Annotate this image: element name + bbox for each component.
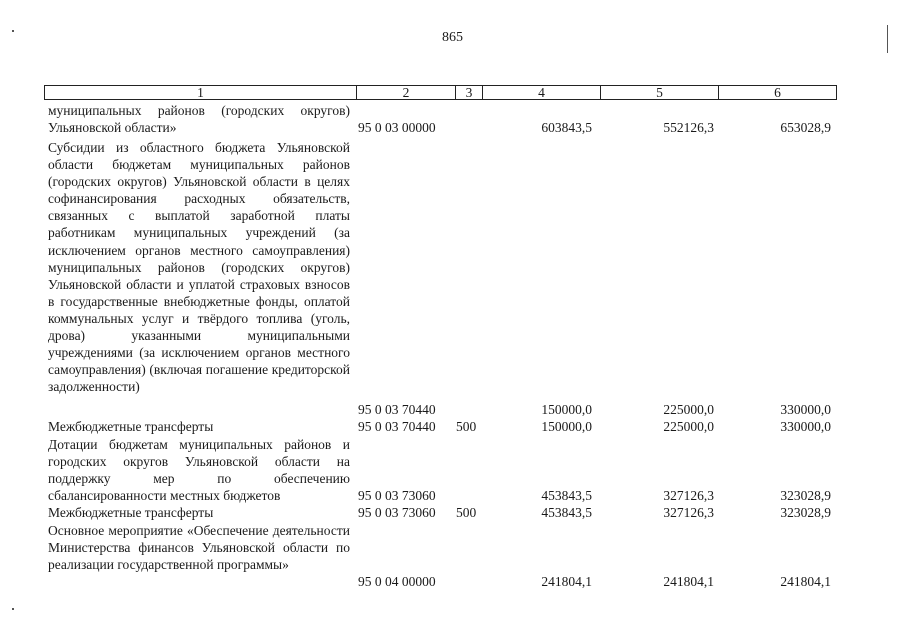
row-code: 95 0 04 00000 <box>358 574 436 589</box>
row-value-col6: 241804,1 <box>780 574 831 589</box>
row-value-col4: 150000,0 <box>541 402 592 417</box>
row-code: 95 0 03 73060 <box>358 488 436 503</box>
row-value-col6: 323028,9 <box>780 505 831 520</box>
row-value-col4: 603843,5 <box>541 120 592 135</box>
row-kind: 500 <box>456 505 477 520</box>
row-value-col4: 241804,1 <box>541 574 592 589</box>
column-header-4: 4 <box>483 86 601 100</box>
row-description: Дотации бюджетам муниципальных районов и городских округов Ульяновской области на поддержку мер по обеспечению сбалансированности местных бюджетов <box>48 437 350 504</box>
row-value-col4: 150000,0 <box>541 419 592 434</box>
row-description: Основное мероприятие «Обеспечение деятельности Министерства финансов Ульяновской области по реализации государственной программы» <box>48 523 350 573</box>
column-header-6: 6 <box>719 86 837 100</box>
column-header-2: 2 <box>357 86 456 100</box>
row-value-col5: 327126,3 <box>663 488 714 503</box>
row-description: Межбюджетные трансферты <box>48 419 214 434</box>
row-value-col5: 327126,3 <box>663 505 714 520</box>
scan-dot <box>12 30 14 32</box>
row-value-col5: 241804,1 <box>663 574 714 589</box>
row-value-col4: 453843,5 <box>541 505 592 520</box>
row-code: 95 0 03 70440 <box>358 419 436 434</box>
row-value-col5: 552126,3 <box>663 120 714 135</box>
row-description: Межбюджетные трансферты <box>48 505 214 520</box>
page-number: 865 <box>442 30 463 45</box>
column-header-3: 3 <box>456 86 483 100</box>
column-header-5: 5 <box>601 86 719 100</box>
row-kind: 500 <box>456 419 477 434</box>
row-code: 95 0 03 70440 <box>358 402 436 417</box>
row-value-col5: 225000,0 <box>663 402 714 417</box>
row-value-col6: 653028,9 <box>780 120 831 135</box>
scan-dot <box>12 608 14 610</box>
row-code: 95 0 03 73060 <box>358 505 436 520</box>
row-value-col5: 225000,0 <box>663 419 714 434</box>
row-description: Субсидии из областного бюджета Ульяновской области бюджетам муниципальных районов (городских округов) Ульяновской области в целях софинансирования расходных обязательств, связанных с выплатой заработной платы работникам муниципальных учреждений (за исключением органов местного самоуправления) муниципальных районов (городских округов) Ульяновской области и уплатой страховых взносов в государственные внебюджетные фонды, оплатой коммунальных услуг и твёрдого топлива (уголь, дрова) указанными муниципальными учреждениями (за исключением органов местного самоуправления) (включая погашение кредиторской задолженности) <box>48 140 350 395</box>
row-code: 95 0 03 00000 <box>358 120 436 135</box>
row-value-col6: 330000,0 <box>780 419 831 434</box>
column-header-1: 1 <box>45 86 357 100</box>
row-value-col6: 330000,0 <box>780 402 831 417</box>
row-description: муниципальных районов (городских округов) Ульяновской области» <box>48 103 350 136</box>
row-value-col6: 323028,9 <box>780 488 831 503</box>
scan-edge-mark <box>887 25 888 53</box>
row-value-col4: 453843,5 <box>541 488 592 503</box>
